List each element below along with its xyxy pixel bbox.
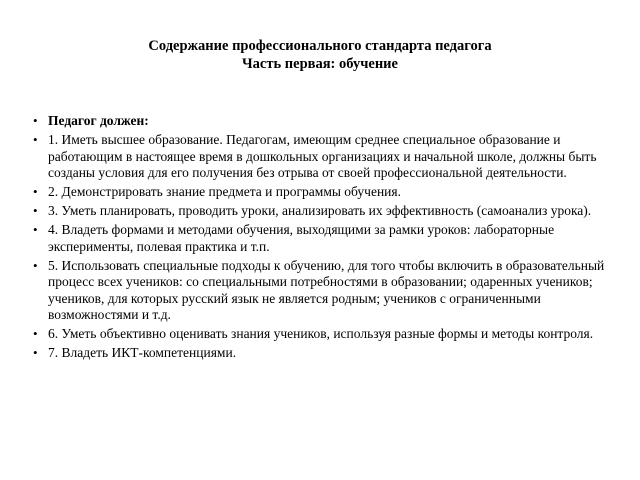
list-item (33, 222, 608, 255)
list-item-text: 5. Использовать специальные подходы к обучению, для того чтобы включить в образовательный процесс всех учеников: со специальными потребностями в образовании; одаренных учеников; учеников, для которых русский язык не является родным; учеников с ограниченными возможностями и т.д. (48, 257, 605, 322)
list-item (33, 132, 608, 182)
bullet-icon: • (33, 203, 38, 218)
list-item-text: Педагог должен: (48, 113, 149, 128)
list-item (33, 258, 608, 324)
list-item (33, 326, 608, 343)
slide-title (0, 37, 640, 73)
list-item-text: 6. Уметь объективно оценивать знания учеников, используя разные формы и методы контроля. (48, 326, 594, 341)
list-item (33, 184, 608, 201)
title-line-main: Содержание профессионального стандарта педагога (148, 38, 492, 54)
list-item-text: 2. Демонстрировать знание предмета и программы обучения. (48, 184, 401, 199)
list-item (33, 345, 608, 362)
slide-content (33, 113, 608, 364)
list-item-text: 1. Иметь высшее образование. Педагогам, имеющим среднее специальное образование и работающим в настоящее время в дошкольных организациях и начальной школе, должны быть созданы условия для его получения без отрыва от своей профессиональной деятельности. (48, 132, 597, 180)
bullet-icon: • (33, 345, 38, 360)
bullet-icon: • (33, 184, 38, 199)
bullet-icon: • (33, 132, 38, 147)
bullet-icon: • (33, 326, 38, 341)
bullet-icon: • (33, 257, 38, 273)
title-line-sub: Часть первая: обучение (242, 56, 398, 72)
bullet-icon: • (33, 222, 38, 237)
list-item-header (33, 113, 608, 130)
list-item (33, 203, 608, 220)
bullet-list (33, 113, 608, 362)
list-item-text: 3. Уметь планировать, проводить уроки, анализировать их эффективность (самоанализ урока). (48, 203, 592, 218)
list-item-text: 4. Владеть формами и методами обучения, выходящими за рамки уроков: лабораторные эксперименты, полевая практика и т.п. (48, 222, 555, 254)
bullet-icon: • (33, 113, 38, 128)
list-item-text: 7. Владеть ИКТ-компетенциями. (48, 345, 237, 360)
